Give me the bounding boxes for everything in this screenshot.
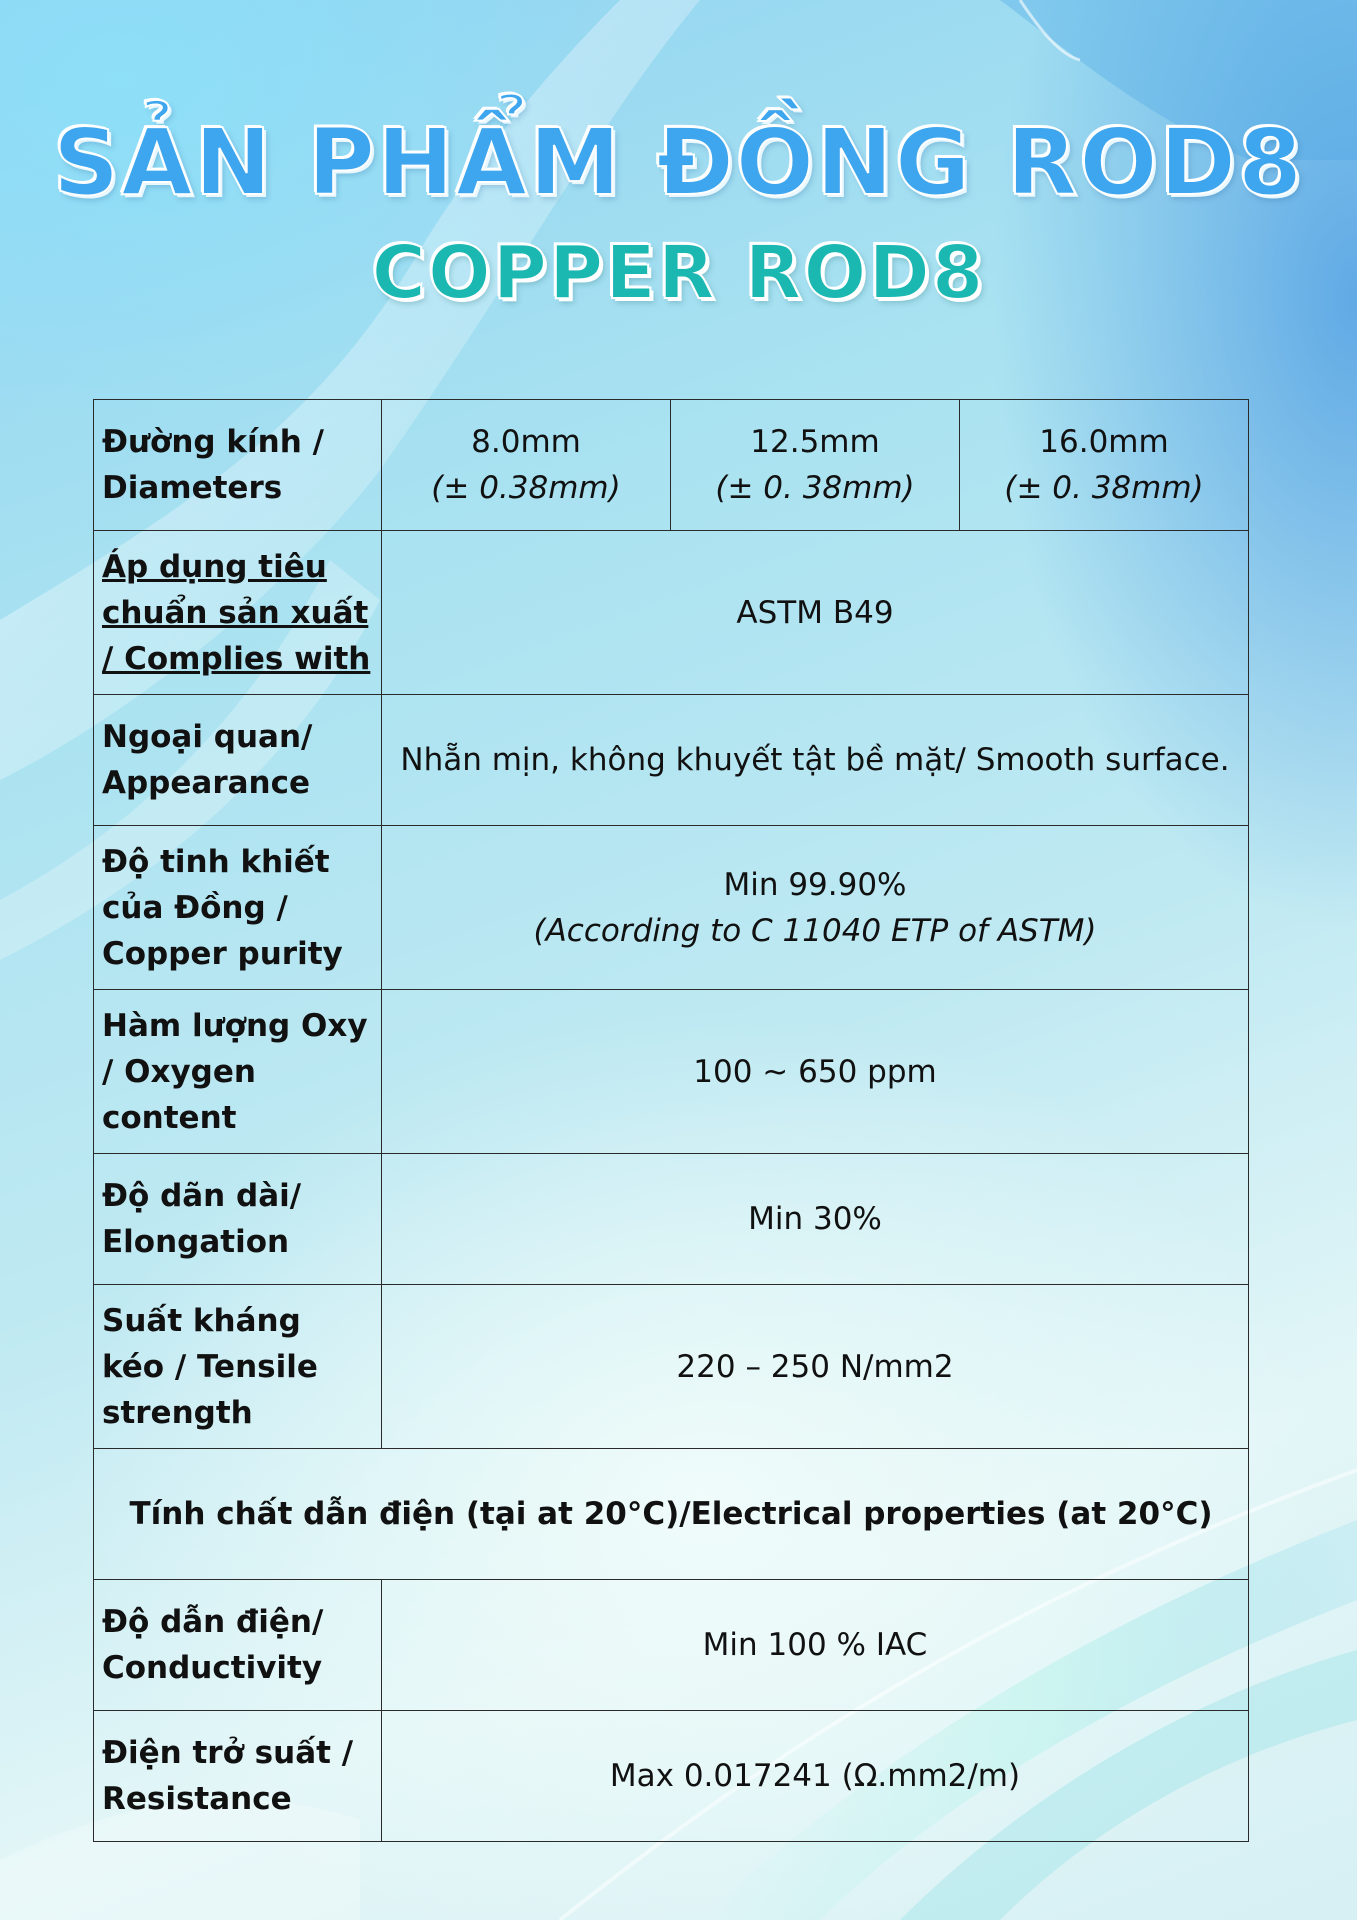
title-vietnamese: SẢN PHẨM ĐỒNG ROD8 — [53, 109, 1304, 216]
diameter-cell-12-5mm — [671, 400, 960, 531]
title-english: COPPER ROD8 — [371, 230, 986, 316]
diameter-tolerance: (± 0. 38mm) — [1004, 470, 1204, 506]
table-row-appearance — [94, 695, 1249, 826]
row-label-appearance: Ngoại quan/ Appearance — [94, 695, 382, 826]
row-label-tensile: Suất kháng kéo / Tensile strength — [94, 1285, 382, 1449]
row-label-elongation: Độ dãn dài/ Elongation — [94, 1154, 382, 1285]
diameter-cell-16mm — [960, 400, 1249, 531]
table-row-resistance — [94, 1711, 1249, 1842]
table-row-conductivity — [94, 1580, 1249, 1711]
oxygen-value: 100 ~ 650 ppm — [382, 990, 1249, 1154]
tensile-value: 220 – 250 N/mm2 — [382, 1285, 1249, 1449]
table-row-elongation — [94, 1154, 1249, 1285]
table-row-standard — [94, 531, 1249, 695]
row-label-diameters: Đường kính / Diameters — [94, 400, 382, 531]
table-row-diameters — [94, 400, 1249, 531]
elongation-value: Min 30% — [382, 1154, 1249, 1285]
row-label-resistance: Điện trở suất / Resistance — [94, 1711, 382, 1842]
table-row-electrical-header — [94, 1449, 1249, 1580]
table-row-oxygen — [94, 990, 1249, 1154]
diameter-size: 16.0mm — [1039, 424, 1169, 460]
electrical-properties-header: Tính chất dẫn điện (tại at 20°C)/Electrical properties (at 20°C) — [94, 1449, 1249, 1580]
purity-note: (According to C 11040 ETP of ASTM) — [533, 912, 1097, 949]
diameter-size: 12.5mm — [750, 424, 880, 460]
copper-rod-spec-table — [93, 399, 1249, 1842]
purity-value: Min 99.90% — [723, 866, 907, 903]
table-row-purity — [94, 826, 1249, 990]
row-label-conductivity: Độ dẫn điện/ Conductivity — [94, 1580, 382, 1711]
row-label-standard: Áp dụng tiêu chuẩn sản xuất / Complies with — [94, 531, 382, 695]
row-label-purity: Độ tinh khiết của Đồng / Copper purity — [94, 826, 382, 990]
standard-value: ASTM B49 — [382, 531, 1249, 695]
diameter-size: 8.0mm — [471, 424, 581, 460]
appearance-value: Nhẵn mịn, không khuyết tật bề mặt/ Smooth surface. — [382, 695, 1249, 826]
diameter-tolerance: (± 0.38mm) — [431, 470, 621, 506]
diameter-tolerance: (± 0. 38mm) — [715, 470, 915, 506]
purity-cell — [382, 826, 1249, 990]
resistance-value: Max 0.017241 (Ω.mm2/m) — [382, 1711, 1249, 1842]
conductivity-value: Min 100 % IAC — [382, 1580, 1249, 1711]
table-row-tensile — [94, 1285, 1249, 1449]
row-label-oxygen: Hàm lượng Oxy / Oxygen content — [94, 990, 382, 1154]
diameter-cell-8mm — [382, 400, 671, 531]
